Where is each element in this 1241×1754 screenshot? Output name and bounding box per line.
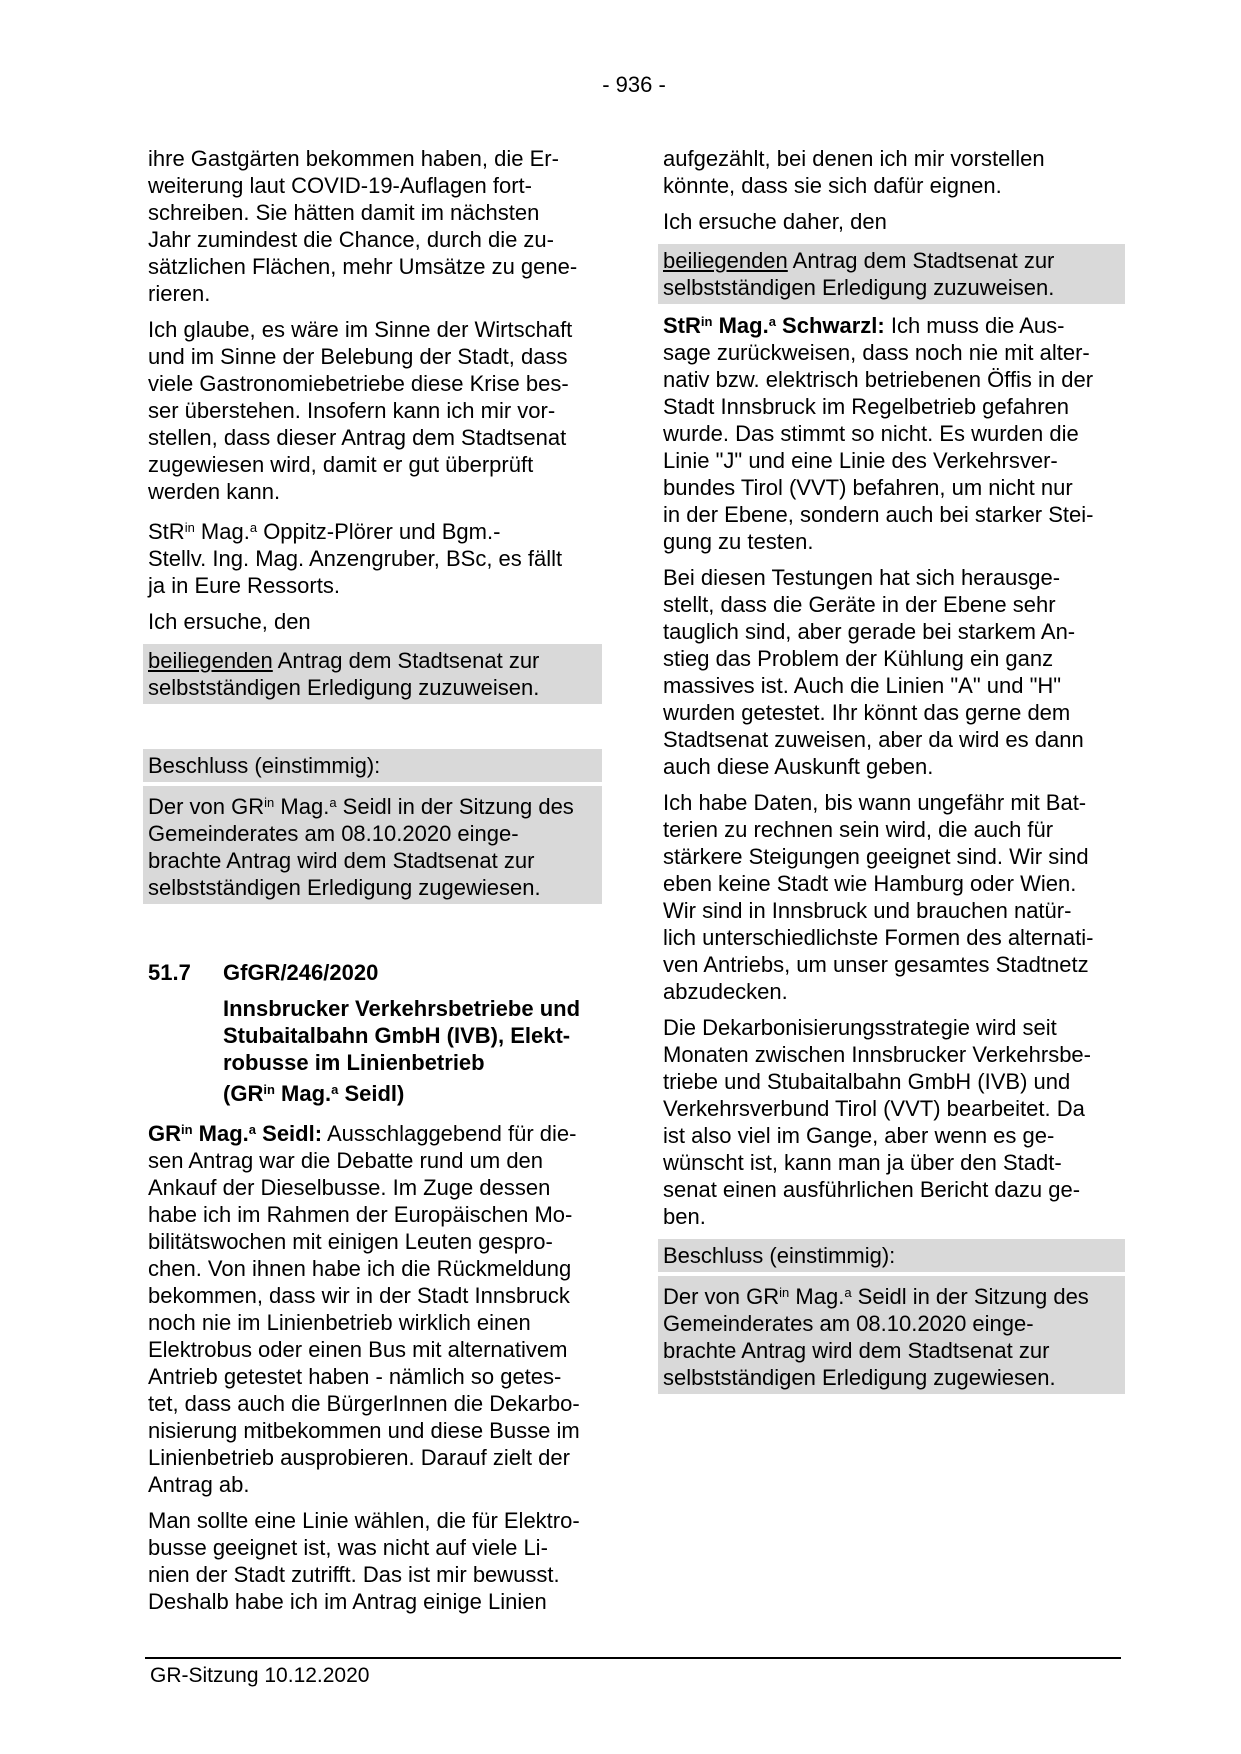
- text-line: [658, 1122, 1125, 1149]
- text-line: [143, 995, 602, 1022]
- text-line: [143, 343, 602, 370]
- text-line: [658, 1364, 1125, 1391]
- text-segment: selbstständigen Erledigung zugewiesen.: [663, 1365, 1056, 1390]
- text-line: [143, 1282, 602, 1309]
- text-segment: in: [779, 1285, 790, 1300]
- text-line: [658, 870, 1125, 897]
- text-segment: a: [331, 1082, 339, 1097]
- text-segment: a: [844, 1285, 852, 1300]
- text-line: [143, 1174, 602, 1201]
- text-line: [658, 726, 1125, 753]
- paragraph: [658, 1014, 1125, 1230]
- text-segment: bekommen, dass wir in der Stadt Innsbruck: [148, 1283, 570, 1308]
- text-line: [143, 572, 602, 599]
- text-line: [143, 1022, 602, 1049]
- text-segment: terien zu rechnen sein wird, die auch für: [663, 817, 1054, 842]
- text-line: [658, 339, 1125, 366]
- text-segment: bundes Tirol (VVT) befahren, um nicht nur: [663, 475, 1073, 500]
- text-segment: chen. Von ihnen habe ich die Rückmeldung: [148, 1256, 572, 1281]
- text-line: [143, 1561, 602, 1588]
- text-line: [143, 1116, 602, 1147]
- text-segment: GR: [148, 1121, 181, 1146]
- text-segment: tauglich sind, aber gerade bei starkem An-: [663, 619, 1076, 644]
- text-segment: Ich muss die Aus-: [884, 313, 1065, 338]
- text-line: [143, 647, 602, 674]
- text-segment: rieren.: [148, 281, 211, 306]
- text-segment: in: [184, 520, 195, 535]
- text-segment: nisierung mitbekommen und diese Busse im: [148, 1418, 580, 1443]
- text-line: [143, 820, 602, 847]
- text-line: [143, 370, 602, 397]
- text-line: [658, 208, 1125, 235]
- paragraph: [658, 564, 1125, 780]
- text-line: [143, 1417, 602, 1444]
- text-segment: busse geeignet ist, was nicht auf viele Li-: [148, 1535, 548, 1560]
- text-segment: brachte Antrag wird dem Stadtsenat zur: [663, 1338, 1050, 1363]
- text-segment: Ausschlaggebend für die-: [322, 1121, 577, 1146]
- text-line: [143, 253, 602, 280]
- text-segment: Ich habe Daten, bis wann ungefähr mit Bat-: [663, 790, 1087, 815]
- text-segment: könnte, dass sie sich dafür eignen.: [663, 173, 1002, 198]
- highlight-block: [658, 244, 1125, 304]
- text-segment: Antrieb getestet haben - nämlich so getes-: [148, 1364, 562, 1389]
- text-line: [143, 226, 602, 253]
- text-line: [143, 1444, 602, 1471]
- paragraph: [658, 789, 1125, 1005]
- text-segment: abzudecken.: [663, 979, 788, 1004]
- text-segment: Deshalb habe ich im Antrag einige Linien: [148, 1589, 547, 1614]
- page-number: - 936 -: [602, 72, 666, 97]
- text-segment: stärkere Steigungen geeignet sind. Wir sind: [663, 844, 1089, 869]
- paragraph: [143, 145, 602, 307]
- text-line: [658, 501, 1125, 528]
- text-segment: sage zurückweisen, dass noch nie mit alter-: [663, 340, 1090, 365]
- text-segment: bilitätswochen mit einigen Leuten gespro-: [148, 1229, 553, 1254]
- text-segment: selbstständigen Erledigung zuzuweisen.: [663, 275, 1055, 300]
- text-segment: Antrag dem Stadtsenat zur: [272, 648, 540, 673]
- text-line: [143, 172, 602, 199]
- text-line: [658, 645, 1125, 672]
- text-line: [658, 447, 1125, 474]
- text-segment: beiliegenden: [148, 648, 273, 673]
- text-line: [143, 478, 602, 505]
- text-line: [658, 753, 1125, 780]
- text-segment: selbstständigen Erledigung zuzuweisen.: [148, 675, 540, 700]
- agenda-subheading: [143, 995, 602, 1107]
- text-segment: Innsbrucker Verkehrsbetriebe und: [223, 996, 581, 1021]
- text-segment: Seidl:: [256, 1121, 323, 1146]
- text-segment: ja in Eure Ressorts.: [148, 573, 340, 598]
- text-segment: wurden getestet. Ihr könnt das gerne dem: [663, 700, 1071, 725]
- text-segment: aufgezählt, bei denen ich mir vorstellen: [663, 146, 1045, 171]
- text-segment: Monaten zwischen Innsbrucker Verkehrsbe-: [663, 1042, 1091, 1067]
- text-segment: zugewiesen wird, damit er gut überprüft: [148, 452, 534, 477]
- text-segment: stellen, dass dieser Antrag dem Stadtsenat: [148, 425, 567, 450]
- text-segment: eben keine Stadt wie Hamburg oder Wien.: [663, 871, 1077, 896]
- text-segment: ihre Gastgärten bekommen haben, die Er-: [148, 146, 559, 171]
- text-line: [658, 1014, 1125, 1041]
- text-line: [143, 1309, 602, 1336]
- text-segment: lich unterschiedlichste Formen des alternati-: [663, 925, 1094, 950]
- text-segment: Der von GR: [663, 1284, 780, 1309]
- text-line: [658, 1242, 1125, 1269]
- text-segment: Man sollte eine Linie wählen, die für Elektro-: [148, 1508, 580, 1533]
- text-segment: Verkehrsverbund Tirol (VVT) bearbeitet. Da: [663, 1096, 1085, 1121]
- text-line: [658, 308, 1125, 339]
- text-line: [143, 1534, 602, 1561]
- text-line: [143, 1228, 602, 1255]
- text-segment: beiliegenden: [663, 248, 788, 273]
- text-line: [143, 397, 602, 424]
- text-segment: ser überstehen. Insofern kann ich mir vor-: [148, 398, 556, 423]
- text-segment: Gemeinderates am 08.10.2020 einge-: [663, 1311, 1034, 1336]
- text-segment: Die Dekarbonisierungsstrategie wird seit: [663, 1015, 1057, 1040]
- text-segment: ven Antriebs, um unser gesamtes Stadtnetz: [663, 952, 1089, 977]
- text-line: [143, 1147, 602, 1174]
- spacer: [143, 708, 602, 749]
- text-segment: Mag.: [194, 519, 250, 544]
- text-line: [143, 847, 602, 874]
- text-segment: brachte Antrag wird dem Stadtsenat zur: [148, 848, 535, 873]
- text-line: [658, 1203, 1125, 1230]
- text-line: [143, 1076, 602, 1107]
- text-line: [143, 752, 602, 779]
- text-line: [143, 674, 602, 701]
- text-line: [143, 1471, 602, 1498]
- text-segment: robusse im Linienbetrieb: [223, 1050, 485, 1075]
- text-segment: Linienbetrieb ausprobieren. Darauf zielt der: [148, 1445, 570, 1470]
- text-segment: Stadtsenat zuweisen, aber da wird es dann: [663, 727, 1084, 752]
- text-line: [658, 145, 1125, 172]
- text-segment: schreiben. Sie hätten damit im nächsten: [148, 200, 540, 225]
- text-segment: habe ich im Rahmen der Europäischen Mo-: [148, 1202, 573, 1227]
- text-segment: in der Ebene, sondern auch bei starker Stei-: [663, 502, 1094, 527]
- text-segment: Seidl): [338, 1081, 405, 1106]
- text-segment: Mag.: [192, 1121, 249, 1146]
- text-line: [658, 789, 1125, 816]
- column-right: [658, 145, 1125, 1398]
- text-line: [658, 699, 1125, 726]
- text-segment: weiterung laut COVID-19-Auflagen fort-: [148, 173, 532, 198]
- text-line: [658, 951, 1125, 978]
- text-line: [143, 1507, 602, 1534]
- text-line: [143, 789, 602, 820]
- text-line: [658, 816, 1125, 843]
- text-line: [658, 420, 1125, 447]
- text-segment: Bei diesen Testungen hat sich herausge-: [663, 565, 1061, 590]
- text-line: [658, 1337, 1125, 1364]
- paragraph: [143, 1116, 602, 1498]
- text-segment: Jahr zumindest die Chance, durch die zu-: [148, 227, 554, 252]
- text-segment: in: [181, 1122, 193, 1137]
- text-segment: und im Sinne der Belebung der Stadt, dass: [148, 344, 568, 369]
- text-segment: stieg das Problem der Kühlung ein ganz: [663, 646, 1054, 671]
- text-line: [658, 474, 1125, 501]
- paragraph: [658, 308, 1125, 555]
- section-number: 51.7: [148, 960, 191, 985]
- paragraph: [658, 208, 1125, 235]
- text-segment: StR: [148, 519, 185, 544]
- text-segment: wurde. Das stimmt so nicht. Es wurden die: [663, 421, 1079, 446]
- text-segment: Seidl in der Sitzung des: [336, 794, 574, 819]
- text-segment: Mag.: [789, 1284, 845, 1309]
- text-line: [658, 366, 1125, 393]
- text-segment: Oppitz-Plörer und Bgm.-: [257, 519, 501, 544]
- text-segment: viele Gastronomiebetriebe diese Krise bes-: [148, 371, 569, 396]
- column-left: [143, 145, 602, 1624]
- text-segment: in: [264, 795, 275, 810]
- text-line: [143, 199, 602, 226]
- text-line: [658, 1068, 1125, 1095]
- text-segment: Beschluss (einstimmig):: [663, 1243, 896, 1268]
- text-line: [658, 1176, 1125, 1203]
- text-segment: noch nie im Linienbetrieb wirklich einen: [148, 1310, 531, 1335]
- text-line: [143, 1201, 602, 1228]
- text-segment: Stadt Innsbruck im Regelbetrieb gefahren: [663, 394, 1070, 419]
- text-line: [143, 424, 602, 451]
- text-line: [658, 247, 1125, 274]
- section-heading: [143, 959, 602, 986]
- text-segment: a: [248, 1122, 257, 1137]
- text-segment: in: [700, 314, 713, 329]
- paragraph: [143, 1507, 602, 1615]
- paragraph: [143, 316, 602, 505]
- text-segment: selbstständigen Erledigung zugewiesen.: [148, 875, 541, 900]
- paragraph: [143, 608, 602, 635]
- text-segment: Stubaitalbahn GmbH (IVB), Elekt-: [223, 1023, 571, 1048]
- text-segment: werden kann.: [148, 479, 281, 504]
- text-segment: StR: [663, 313, 701, 338]
- text-line: [658, 672, 1125, 699]
- text-line: [143, 1363, 602, 1390]
- text-segment: Mag.: [274, 1081, 332, 1106]
- highlight-block: [143, 786, 602, 904]
- text-line: [658, 843, 1125, 870]
- text-line: [143, 316, 602, 343]
- text-segment: Antrag dem Stadtsenat zur: [787, 248, 1055, 273]
- text-segment: ist also viel im Gange, aber wenn es ge-: [663, 1123, 1055, 1148]
- text-segment: Ich ersuche, den: [148, 609, 311, 634]
- text-segment: stellt, dass die Geräte in der Ebene sehr: [663, 592, 1056, 617]
- text-line: [143, 545, 602, 572]
- paragraph: [658, 145, 1125, 199]
- text-segment: a: [768, 314, 776, 329]
- text-segment: Ich glaube, es wäre im Sinne der Wirtschaft: [148, 317, 573, 342]
- text-line: [143, 514, 602, 545]
- text-segment: a: [249, 520, 258, 535]
- text-line: [658, 564, 1125, 591]
- text-line: [658, 897, 1125, 924]
- text-line: [143, 280, 602, 307]
- text-segment: sen Antrag war die Debatte rund um den: [148, 1148, 544, 1173]
- text-line: [658, 1041, 1125, 1068]
- text-segment: senat einen ausführlichen Bericht dazu ge-: [663, 1177, 1081, 1202]
- text-segment: Mag.: [274, 794, 330, 819]
- text-segment: gung zu testen.: [663, 529, 814, 554]
- text-line: [658, 393, 1125, 420]
- text-segment: ben.: [663, 1204, 706, 1229]
- page-footer: [145, 1657, 1121, 1686]
- text-segment: auch diese Auskunft geben.: [663, 754, 934, 779]
- text-line: [143, 874, 602, 901]
- highlight-block: [658, 1239, 1125, 1272]
- text-segment: massives ist. Auch die Linien "A" und "H": [663, 673, 1062, 698]
- text-line: [658, 1149, 1125, 1176]
- highlight-block: [658, 1276, 1125, 1394]
- text-segment: Ankauf der Dieselbusse. Im Zuge dessen: [148, 1175, 551, 1200]
- text-line: [658, 274, 1125, 301]
- text-segment: sätzlichen Flächen, mehr Umsätze zu gene-: [148, 254, 578, 279]
- text-segment: tet, dass auch die BürgerInnen die Dekarbo-: [148, 1391, 580, 1416]
- text-segment: nien der Stadt zutrifft. Das ist mir bewusst.: [148, 1562, 560, 1587]
- text-line: [658, 591, 1125, 618]
- text-line: [658, 978, 1125, 1005]
- text-segment: (GR: [223, 1081, 264, 1106]
- text-line: [143, 1390, 602, 1417]
- text-segment: Seidl in der Sitzung des: [851, 1284, 1089, 1309]
- text-segment: Antrag ab.: [148, 1472, 250, 1497]
- paragraph: [143, 514, 602, 599]
- text-segment: Elektrobus oder einen Bus mit alternativem: [148, 1337, 568, 1362]
- text-line: [143, 1588, 602, 1615]
- text-segment: a: [329, 795, 337, 810]
- text-segment: Beschluss (einstimmig):: [148, 753, 381, 778]
- text-segment: wünscht ist, kann man ja über den Stadt-: [663, 1150, 1062, 1175]
- text-line: [658, 528, 1125, 555]
- footer-text: GR-Sitzung 10.12.2020: [150, 1664, 370, 1687]
- text-line: [658, 618, 1125, 645]
- highlight-block: [143, 644, 602, 704]
- text-segment: Gemeinderates am 08.10.2020 einge-: [148, 821, 519, 846]
- text-segment: Stellv. Ing. Mag. Anzengruber, BSc, es fällt: [148, 546, 563, 571]
- text-line: [658, 924, 1125, 951]
- text-segment: Schwarzl:: [775, 313, 885, 338]
- text-line: [143, 1255, 602, 1282]
- text-segment: Linie "J" und eine Linie des Verkehrsver-: [663, 448, 1058, 473]
- text-segment: in: [263, 1082, 275, 1097]
- text-segment: triebe und Stubaitalbahn GmbH (IVB) und: [663, 1069, 1071, 1094]
- text-line: [143, 451, 602, 478]
- text-segment: Ich ersuche daher, den: [663, 209, 887, 234]
- text-segment: Wir sind in Innsbruck und brauchen natür-: [663, 898, 1072, 923]
- text-line: [143, 1049, 602, 1076]
- highlight-block: [143, 749, 602, 782]
- spacer: [143, 908, 602, 959]
- text-segment: Mag.: [712, 313, 769, 338]
- text-segment: Der von GR: [148, 794, 265, 819]
- section-code: GfGR/246/2020: [223, 960, 379, 985]
- text-line: [143, 608, 602, 635]
- text-line: [658, 1279, 1125, 1310]
- text-line: [658, 172, 1125, 199]
- text-line: [658, 1310, 1125, 1337]
- text-segment: nativ bzw. elektrisch betriebenen Öffis in der: [663, 367, 1094, 392]
- text-line: [143, 145, 602, 172]
- text-line: [658, 1095, 1125, 1122]
- text-line: [143, 1336, 602, 1363]
